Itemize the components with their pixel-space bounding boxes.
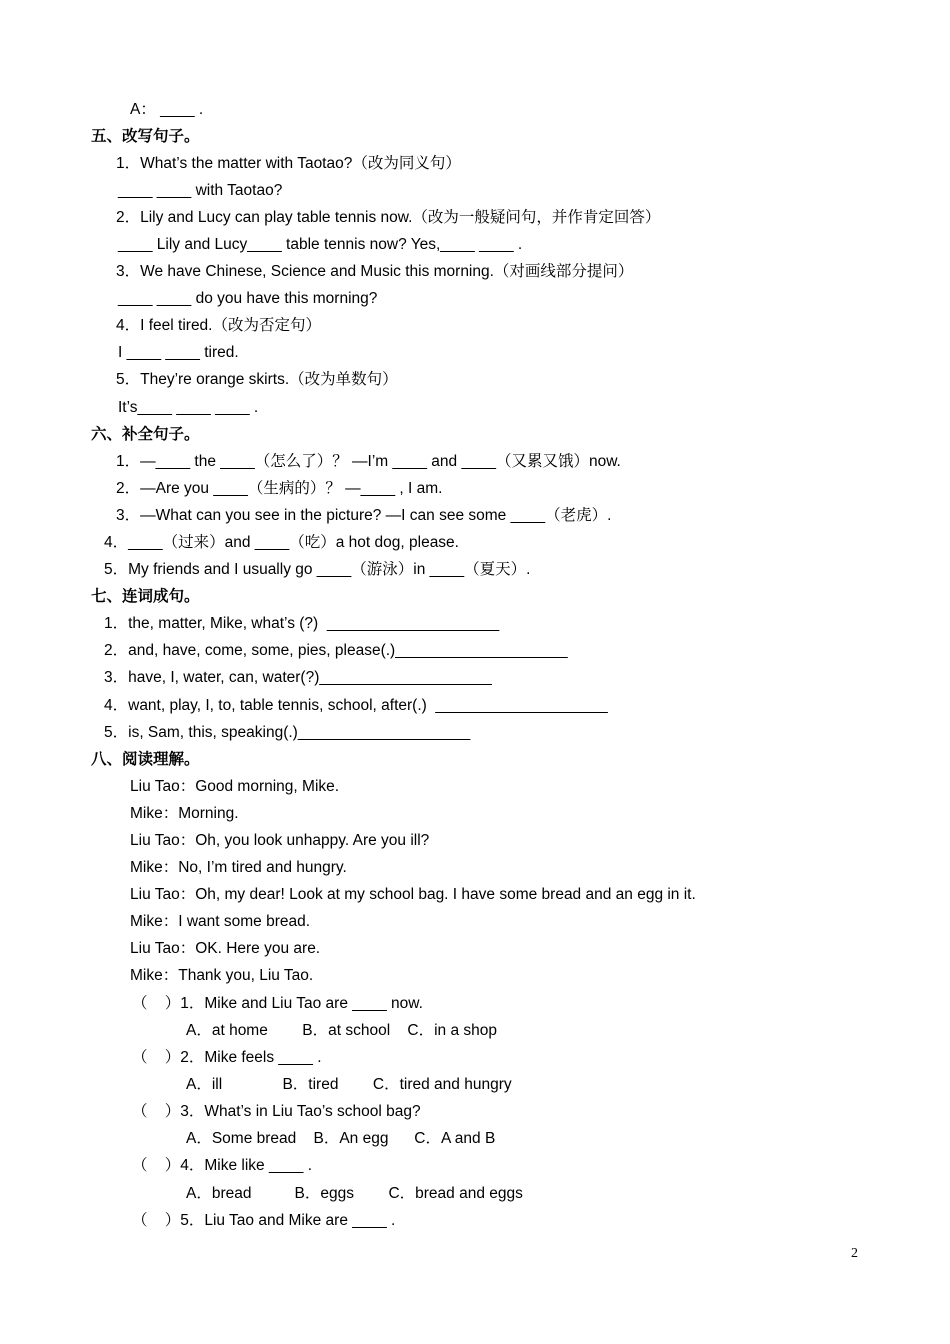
answer-line: ____ Lily and Lucy____ table tennis now? Yes,____ ____ . — [118, 236, 523, 253]
question-line: 5．My friends and I usually go ____（游泳）in ____（夏天）. — [104, 561, 531, 578]
options-line: A．at home B．at school C．in a shop — [186, 1022, 497, 1039]
page-number: 2 — [851, 1246, 858, 1261]
options-line: A．bread B．eggs C．bread and eggs — [186, 1185, 523, 1202]
section-heading: 六、补全句子。 — [91, 426, 200, 443]
answer-line: ____ ____ with Taotao? — [118, 182, 283, 199]
question-line: （ ）5．Liu Tao and Mike are ____ . — [132, 1212, 396, 1229]
dialogue-line: Liu Tao：Oh, you look unhappy. Are you ill? — [130, 832, 430, 849]
question-line: （ ）4．Mike like ____ . — [132, 1157, 313, 1174]
question-line: 5．is, Sam, this, speaking(.)____________________ — [104, 724, 471, 741]
question-line: 1．the, matter, Mike, what’s (?) ____________________ — [104, 615, 500, 632]
dialogue-line: Liu Tao：OK. Here you are. — [130, 940, 321, 957]
dialogue-line: Mike：Thank you, Liu Tao. — [130, 967, 314, 984]
question-line: 3．—What can you see in the picture? —I can see some ____（老虎）. — [116, 507, 612, 524]
question-line: 2．—Are you ____（生病的）？ —____ , I am. — [116, 480, 443, 497]
section-heading: 七、连词成句。 — [91, 588, 200, 605]
question-line: （ ）2．Mike feels ____ . — [132, 1049, 322, 1066]
answer-line: ____ ____ do you have this morning? — [118, 290, 378, 307]
dialogue-line: Mike：Morning. — [130, 805, 239, 822]
question-line: （ ）1．Mike and Liu Tao are ____ now. — [132, 995, 423, 1012]
question-line: 4．I feel tired.（改为否定句） — [116, 317, 321, 334]
answer-line: A： ____ . — [130, 101, 204, 118]
question-line: 3．have, I, water, can, water(?)____________________ — [104, 669, 492, 686]
section-heading: 八、阅读理解。 — [91, 751, 200, 768]
section-heading: 五、改写句子。 — [91, 128, 200, 145]
dialogue-line: Liu Tao：Oh, my dear! Look at my school bag. I have some bread and an egg in it. — [130, 886, 696, 903]
question-line: （ ）3．What’s in Liu Tao’s school bag? — [132, 1103, 421, 1120]
question-line: 1．What’s the matter with Taotao?（改为同义句） — [116, 155, 461, 172]
question-line: 2．and, have, come, some, pies, please(.)____________________ — [104, 642, 568, 659]
question-line: 1．—____ the ____（怎么了）？ —I’m ____ and ____（又累又饿）now. — [116, 453, 621, 470]
answer-line: I ____ ____ tired. — [118, 344, 239, 361]
options-line: A．Some bread B．An egg C．A and B — [186, 1130, 496, 1147]
dialogue-line: Liu Tao：Good morning, Mike. — [130, 778, 340, 795]
dialogue-line: Mike：No, I’m tired and hungry. — [130, 859, 347, 876]
question-line: 3．We have Chinese, Science and Music this morning.（对画线部分提问） — [116, 263, 634, 280]
question-line: 4．want, play, I, to, table tennis, school, after(.) ____________________ — [104, 697, 608, 714]
answer-line: It’s____ ____ ____ . — [118, 399, 259, 416]
question-line: 2．Lily and Lucy can play table tennis now.（改为一般疑问句，并作肯定回答） — [116, 209, 661, 226]
dialogue-line: Mike：I want some bread. — [130, 913, 311, 930]
options-line: A．ill B．tired C．tired and hungry — [186, 1076, 512, 1093]
question-line: 4．____（过来）and ____（吃）a hot dog, please. — [104, 534, 459, 551]
question-line: 5．They’re orange skirts.（改为单数句） — [116, 371, 398, 388]
